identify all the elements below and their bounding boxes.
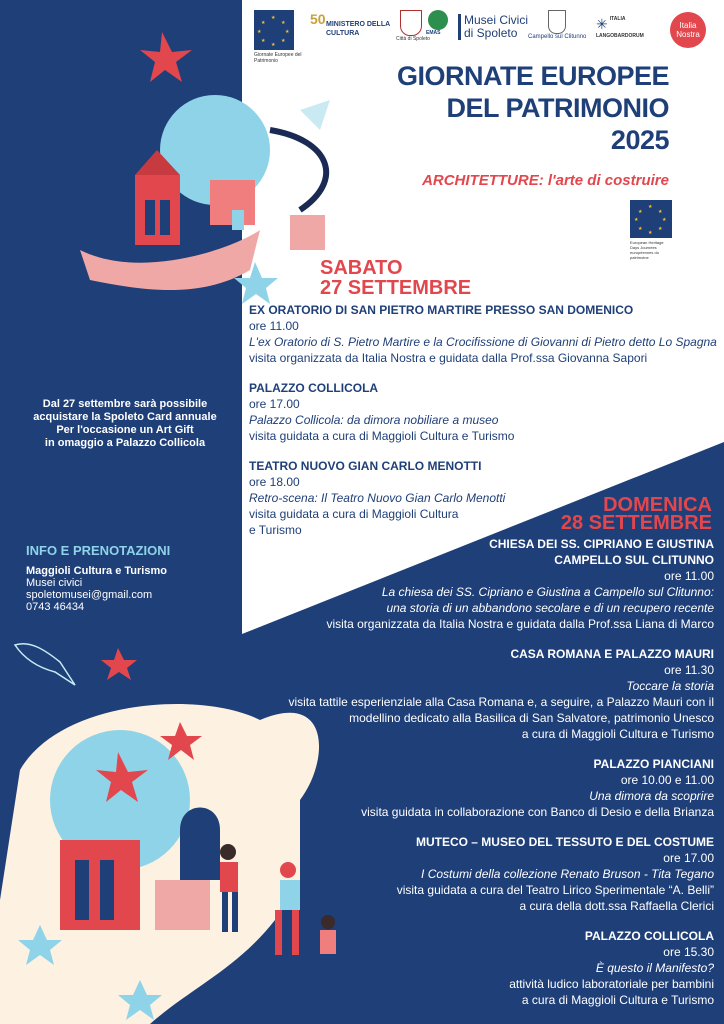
emas-logo: EMAS	[426, 10, 448, 36]
ministero-logo: 50 MINISTERO DELLA CULTURA	[310, 11, 390, 37]
phone-number[interactable]: 0743 46434	[26, 601, 85, 613]
emas-icon	[428, 10, 448, 30]
saturday-heading: SABATO 27 SETTEMBRE	[320, 257, 472, 299]
event-item: PALAZZO COLLICOLA ore 17.00 Palazzo Collicola: da dimora nobiliare a museo visita guidata a cura di Maggioli Cultura e Turismo	[249, 381, 515, 443]
event-item: MUTECO – MUSEO DEL TESSUTO E DEL COSTUME ore 17.00 I Costumi della collezione Renato Bruson - Tita Tegano visita guidata a cura del Teatro Lirico Sperimentale “A. Belli” a cura della dott.ssa Raffaella Clerici	[396, 835, 714, 913]
ehd-flag-icon: ★ ★ ★ ★ ★ ★ ★ ★	[630, 200, 672, 238]
event-item: EX ORATORIO DI SAN PIETRO MARTIRE PRESSO SAN DOMENICO ore 11.00 L'ex Oratorio di S. Pietro Martire e la Crocifissione di Giovanni di Pietro detto Lo Spagna visita organizzata da Italia Nostra e guidata dalla Prof.ssa Giovanna Sapori	[249, 303, 717, 365]
email-link[interactable]: spoletomusei@gmail.com	[26, 589, 153, 601]
eu-flag-icon: ★ ★ ★ ★ ★ ★ ★ ★	[254, 10, 294, 50]
musei-civici-logo: Musei Civici di Spoleto	[458, 14, 536, 40]
event-item: CHIESA DEI SS. CIPRIANO E GIUSTINA CAMPELLO SUL CLITUNNO ore 11.00 La chiesa dei SS. Cipriano e Giustina a Campello sul Clitunno: una storia di un abbandono secolare e di un recupero recente visita organizzata da Italia Nostra e guidata dalla Prof.ssa Liana di Marco	[326, 537, 714, 631]
eu-heritage-logo: ★ ★ ★ ★ ★ ★ ★ ★ Giornate Europee del Patrimonio	[254, 10, 309, 64]
sunday-events	[274, 536, 714, 1022]
event-item: CASA ROMANA E PALAZZO MAURI ore 11.30 Toccare la storia visita tattile esperienziale alla Casa Romana e, a seguire, a Palazzo Mauri con il modellino dedicato alla Basilica di San Salvatore, patrimonio Unesco a cura di Maggioli Cultura e Turismo	[288, 647, 714, 741]
event-item: PALAZZO PIANCIANI ore 10.00 e 11.00 Una dimora da scoprire visita guidata in collaborazione con Banco di Desio e della Brianza	[361, 757, 714, 819]
subtitle: ARCHITETTURE: l'arte di costruire	[422, 172, 669, 189]
event-item: PALAZZO COLLICOLA ore 15.30 È questo il Manifesto? attività ludico laboratoriale per bambini a cura di Maggioli Cultura e Turismo	[509, 929, 714, 1007]
star-emblem-icon: ✳	[596, 16, 608, 32]
logos-bar	[252, 10, 717, 64]
event-item: TEATRO NUOVO GIAN CARLO MENOTTI ore 18.00 Retro-scena: Il Teatro Nuovo Gian Carlo Menotti visita guidata a cura di Maggioli Cultura e Turismo	[249, 459, 506, 537]
crest-icon	[548, 10, 566, 34]
citta-spoleto-logo: Città di Spoleto	[396, 10, 430, 42]
spoleto-card-promo: Dal 27 settembre sarà possibile acquistare la Spoleto Card annuale Per l'occasione un Art Gift in omaggio a Palazzo Collicola	[33, 398, 217, 449]
italia-nostra-logo: Italia Nostra	[670, 12, 706, 48]
campello-logo: Campello sul Clitunno	[528, 10, 586, 40]
page-title: GIORNATE EUROPEE DEL PATRIMONIO 2025	[396, 61, 669, 155]
european-heritage-days-logo: ★ ★ ★ ★ ★ ★ ★ ★ European Heritage Days Journées européennes du patrimoine	[630, 200, 672, 260]
langobardorum-logo: ✳ ITALIA LANGOBARDORUM	[596, 16, 644, 39]
info-section: INFO E PRENOTAZIONI Maggioli Cultura e Turismo Musei civici spoletomusei@gmail.com 0743 46434	[26, 543, 171, 613]
sunday-heading: DOMENICA 28 SETTEMBRE	[560, 494, 712, 534]
shield-icon	[400, 10, 422, 36]
